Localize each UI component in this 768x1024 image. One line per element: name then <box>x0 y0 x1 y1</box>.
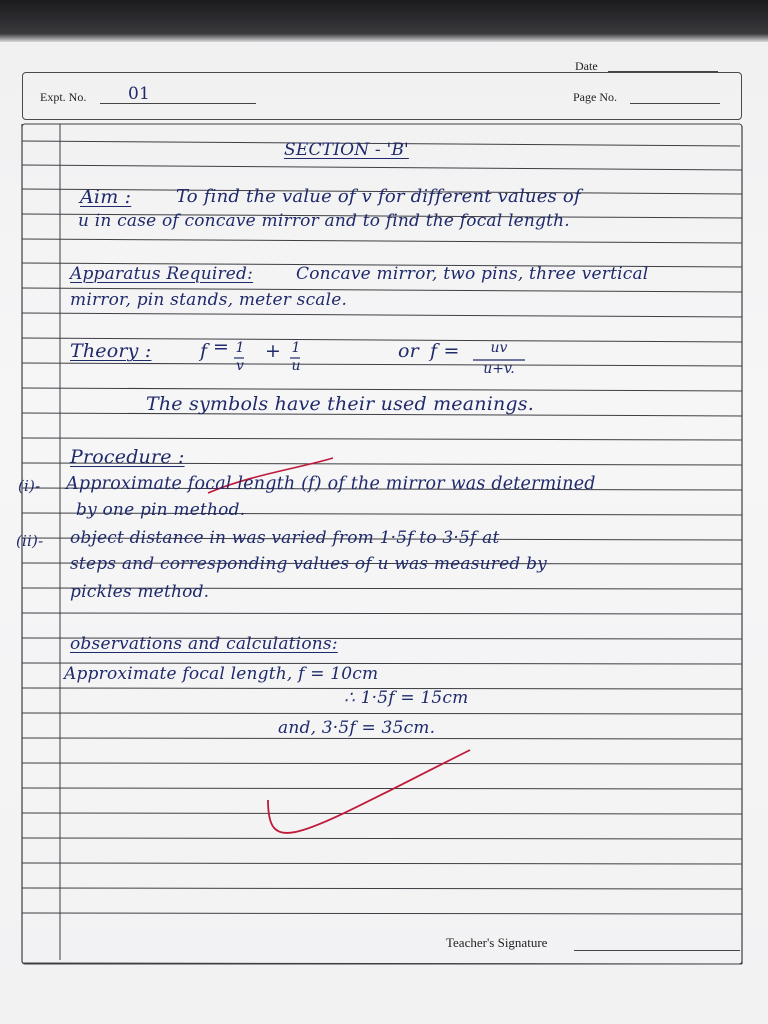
theory-one-2: 1 <box>291 340 301 356</box>
procedure-item-1-line-2: by one pin method. <box>76 500 246 520</box>
procedure-item-2-num: (ii)- <box>16 532 44 550</box>
theory-f: f <box>200 340 208 362</box>
section-title: SECTION - 'B' <box>284 140 409 160</box>
apparatus-label: Apparatus Required: <box>70 264 254 284</box>
observations-line-1: Approximate focal length, f = 10cm <box>64 664 379 684</box>
procedure-item-1-line-1: Approximate focal length (f) of the mirror was determined <box>66 474 596 494</box>
teacher-signature-field[interactable] <box>574 950 740 951</box>
procedure-item-2-line-1: object distance in was varied from 1·5f to 3·5f at <box>70 528 500 548</box>
theory-plus: + <box>265 340 282 362</box>
observations-label: observations and calculations: <box>70 634 338 654</box>
page-no-field[interactable] <box>630 103 720 104</box>
symbols-note: The symbols have their used meanings. <box>146 393 534 415</box>
aim-line-2: u in case of concave mirror and to find the focal length. <box>78 211 570 231</box>
date-field[interactable] <box>608 71 718 72</box>
apparatus-line-1: Concave mirror, two pins, three vertical <box>296 264 649 284</box>
red-tick-mark-2 <box>268 750 470 833</box>
theory-u-plus-v: u+v. <box>483 361 515 377</box>
page-no-label: Page No. <box>573 90 617 104</box>
theory-v: v <box>236 358 244 374</box>
expt-no-field[interactable] <box>100 103 256 104</box>
observations-line-3: and, 3·5f = 35cm. <box>278 718 436 738</box>
procedure-item-1-num: (i)- <box>18 477 41 495</box>
aim-label: Aim : <box>80 186 132 208</box>
date-label: Date <box>575 59 598 73</box>
theory-label: Theory : <box>70 340 152 362</box>
observations-line-2: ∴ 1·5f = 15cm <box>344 688 469 708</box>
theory-or: or <box>398 340 419 362</box>
procedure-label: Procedure : <box>70 446 185 468</box>
theory-equals: = <box>213 336 230 358</box>
theory-u: u <box>291 358 301 374</box>
teacher-signature-label: Teacher's Signature <box>446 935 548 950</box>
aim-line-1: To find the value of v for different values of <box>176 186 581 207</box>
procedure-item-2-line-2: steps and corresponding values of u was measured by <box>70 554 547 574</box>
theory-uv: uv <box>490 340 508 356</box>
apparatus-line-2: mirror, pin stands, meter scale. <box>70 290 348 310</box>
expt-no-value: 01 <box>128 84 151 104</box>
theory-one-1: 1 <box>235 340 245 356</box>
theory-f2: f = <box>430 340 460 362</box>
expt-no-label: Expt. No. <box>40 90 87 104</box>
procedure-item-2-line-3: pickles method. <box>70 582 210 602</box>
